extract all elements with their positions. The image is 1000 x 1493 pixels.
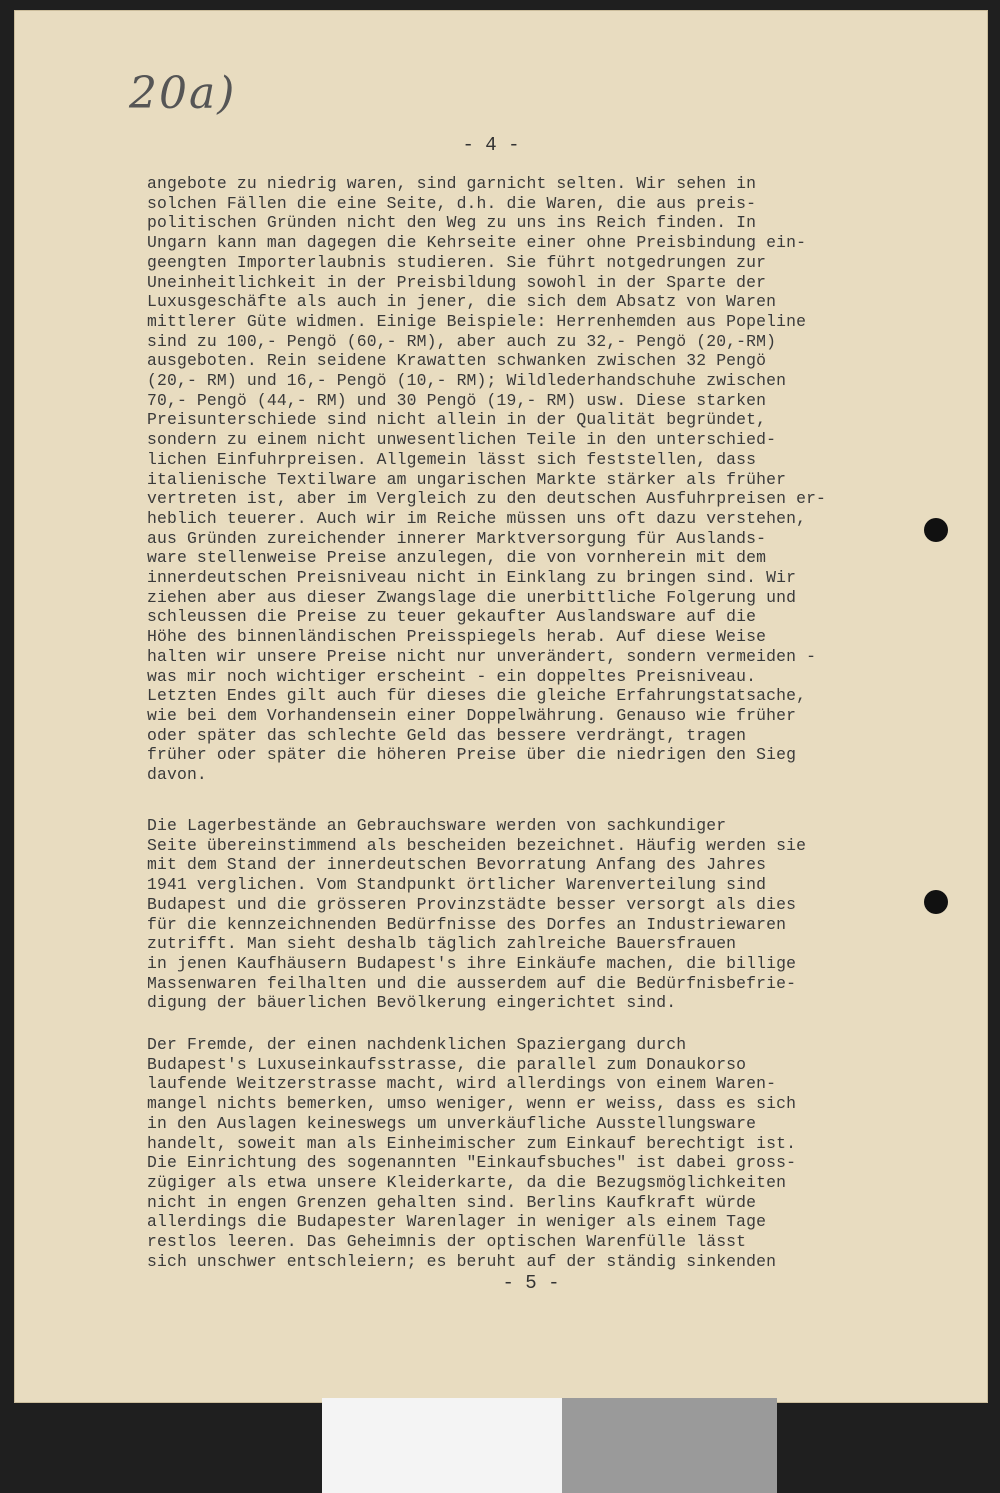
text-line: Höhe des binnenländischen Preisspiegels herab. Auf diese Weise — [147, 627, 767, 647]
text-line: Seite übereinstimmend als bescheiden bezeichnet. Häufig werden sie — [147, 835, 807, 855]
text-line: laufende Weitzerstrasse macht, wird allerdings von einem Waren- — [147, 1074, 777, 1094]
text-line: Preisunterschiede sind nicht allein in der Qualität begründet, — [147, 410, 767, 430]
paragraph-budapest — [147, 1035, 796, 1271]
text-line: wie bei dem Vorhandensein einer Doppelwährung. Genauso wie früher — [147, 705, 797, 725]
paragraph-stocks — [147, 816, 806, 1013]
text-line: Ungarn kann man dagegen die Kehrseite einer ohne Preisbindung ein- — [147, 233, 807, 253]
text-line: früher oder später die höheren Preise über die niedrigen den Sieg — [147, 745, 797, 765]
text-line: heblich teuerer. Auch wir im Reiche müssen uns oft dazu verstehen, — [147, 508, 807, 528]
text-line: in jenen Kaufhäusern Budapest's ihre Einkäufe machen, die billige — [147, 953, 797, 973]
text-line: zutrifft. Man sieht deshalb täglich zahlreiche Bauersfrauen — [147, 934, 737, 954]
paragraph-prices — [147, 174, 826, 785]
text-line: was mir noch wichtiger erscheint - ein doppeltes Preisniveau. — [147, 666, 757, 686]
document-page — [14, 10, 988, 1403]
text-line: sind zu 100,- Pengö (60,- RM), aber auch zu 32,- Pengö (20,-RM) — [147, 331, 777, 351]
handwritten-folio-mark: 20a) — [129, 68, 237, 119]
text-line: solchen Fällen die eine Seite, d.h. die Waren, die aus preis- — [147, 193, 757, 213]
text-line: 1941 verglichen. Vom Standpunkt örtlicher Warenverteilung sind — [147, 875, 767, 895]
text-line: digung der bäuerlichen Bevölkerung eingerichtet sind. — [147, 993, 677, 1013]
text-line: Budapest und die grösseren Provinzstädte besser versorgt als dies — [147, 894, 797, 914]
text-line: mit dem Stand der innerdeutschen Bevorratung Anfang des Jahres — [147, 855, 767, 875]
text-line: Die Einrichtung des sogenannten "Einkaufsbuches" ist dabei gross- — [147, 1153, 797, 1173]
text-line: handelt, soweit man als Einheimischer zum Einkauf berechtigt ist. — [147, 1133, 797, 1153]
calibration-card-gray — [562, 1398, 777, 1493]
text-line: oder später das schlechte Geld das bessere verdrängt, tragen — [147, 725, 747, 745]
calibration-card-white — [322, 1398, 562, 1493]
text-line: mittlerer Güte widmen. Einige Beispiele: Herrenhemden aus Popeline — [147, 311, 807, 331]
text-line: allerdings die Budapester Warenlager in weniger als einem Tage — [147, 1212, 767, 1232]
text-line: Uneinheitlichkeit in der Preisbildung sowohl in der Sparte der — [147, 272, 767, 292]
text-line: nicht in engen Grenzen gehalten sind. Berlins Kaufkraft würde — [147, 1192, 757, 1212]
punch-hole-lower — [924, 890, 948, 914]
page-number-bottom: - 5 - — [502, 1272, 560, 1294]
text-line: zügiger als etwa unsere Kleiderkarte, da die Bezugsmöglichkeiten — [147, 1172, 787, 1192]
text-line: 70,- Pengö (44,- RM) und 30 Pengö (19,- RM) usw. Diese starken — [147, 390, 767, 410]
text-line: ziehen aber aus dieser Zwangslage die unerbittliche Folgerung und — [147, 587, 797, 607]
text-line: ausgeboten. Rein seidene Krawatten schwanken zwischen 32 Pengö — [147, 351, 767, 371]
text-line: ware stellenweise Preise anzulegen, die von vornherein mit dem — [147, 548, 767, 568]
text-line: angebote zu niedrig waren, sind garnicht selten. Wir sehen in — [147, 174, 757, 193]
text-line: halten wir unsere Preise nicht nur unverändert, sondern vermeiden - — [147, 646, 817, 666]
text-line: Der Fremde, der einen nachdenklichen Spaziergang durch — [147, 1035, 687, 1054]
text-line: Massenwaren feilhalten und die ausserdem auf die Bedürfnisbefrie- — [147, 973, 797, 993]
text-line: Budapest's Luxuseinkaufsstrasse, die parallel zum Donaukorso — [147, 1054, 747, 1074]
text-line: restlos leeren. Das Geheimnis der optischen Warenfülle lässt — [147, 1232, 747, 1252]
page-number-top: - 4 - — [462, 134, 520, 156]
text-line: vertreten ist, aber im Vergleich zu den deutschen Ausfuhrpreisen er- — [147, 489, 827, 509]
text-line: in den Auslagen keineswegs um unverkäufliche Ausstellungsware — [147, 1113, 757, 1133]
punch-hole-upper — [924, 518, 948, 542]
text-line: sich unschwer entschleiern; es beruht auf der ständig sinkenden — [147, 1251, 777, 1271]
text-line: aus Gründen zureichender innerer Marktversorgung für Auslands- — [147, 528, 767, 548]
text-line: innerdeutschen Preisniveau nicht in Einklang zu bringen sind. Wir — [147, 568, 797, 588]
text-line: schleussen die Preise zu teuer gekaufter Auslandsware auf die — [147, 607, 757, 627]
text-line: lichen Einfuhrpreisen. Allgemein lässt sich feststellen, dass — [147, 449, 757, 469]
text-line: Die Lagerbestände an Gebrauchsware werden von sachkundiger — [147, 816, 727, 835]
text-line: italienische Textilware am ungarischen Markte stärker als früher — [147, 469, 787, 489]
text-line: für die kennzeichnenden Bedürfnisse des Dorfes an Industriewaren — [147, 914, 787, 934]
text-line: geengten Importerlaubnis studieren. Sie führt notgedrungen zur — [147, 252, 767, 272]
text-line: Letzten Endes gilt auch für dieses die gleiche Erfahrungstatsache, — [147, 686, 807, 706]
text-line: Luxusgeschäfte als auch in jener, die sich dem Absatz von Waren — [147, 292, 777, 312]
text-line: (20,- RM) und 16,- Pengö (10,- RM); Wildlederhandschuhe zwischen — [147, 371, 787, 391]
text-line: politischen Gründen nicht den Weg zu uns ins Reich finden. In — [147, 213, 757, 233]
text-line: davon. — [147, 765, 207, 785]
text-line: sondern zu einem nicht unwesentlichen Teile in den unterschied- — [147, 430, 777, 450]
text-line: mangel nichts bemerken, umso weniger, wenn er weiss, dass es sich — [147, 1094, 797, 1114]
